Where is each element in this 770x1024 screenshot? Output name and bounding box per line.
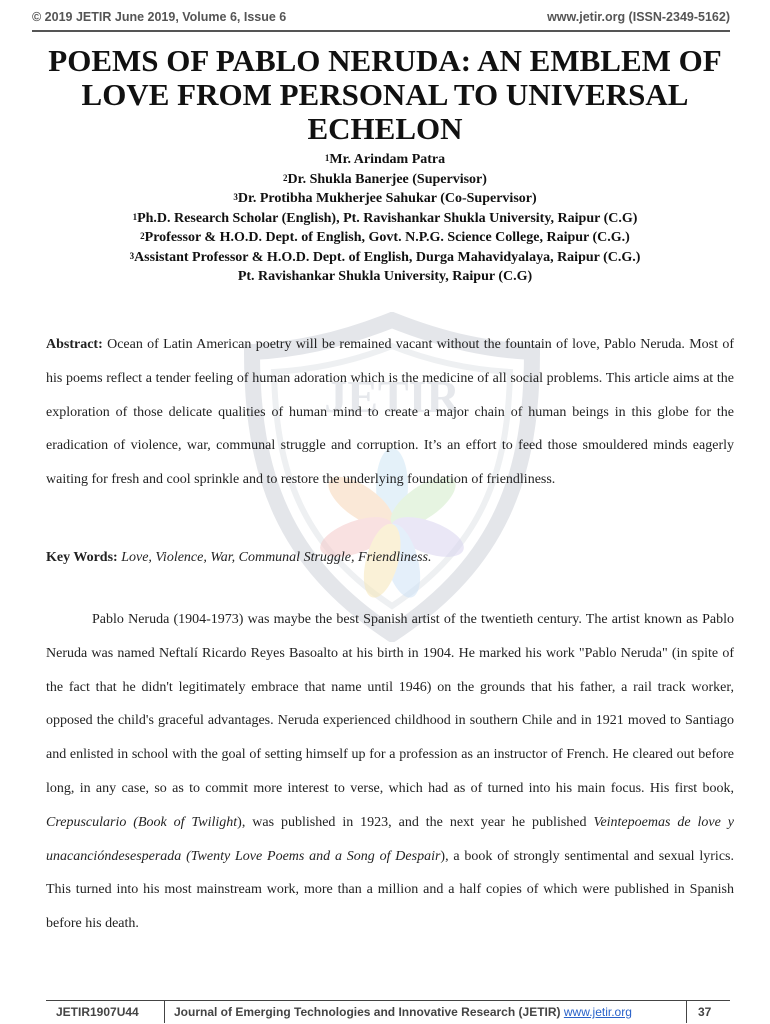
affiliation-line: $^2$Professor & H.O.D. Dept. of English, Govt. N.P.G. Science College, Raipur (C.G.) [140,230,630,245]
author-block [20,150,750,287]
running-header [32,8,730,32]
header-citation: © 2019 JETIR June 2019, Volume 6, Issue 6 [32,10,287,24]
running-footer [46,1000,730,1023]
svg-text:JETIR: JETIR [324,371,460,422]
affiliation-line: Pt. Ravishankar Shukla University, Raipur (C.G) [237,269,533,284]
keywords-text: Love, Violence, War, Communal Struggle, Friendliness. [117,550,432,565]
author-line: $^2$Dr. Shukla Banerjee (Supervisor) [283,171,487,187]
book-title: Crepusculario (Book of Twilight [46,814,238,830]
journal-link[interactable]: www.jetir.org [563,1005,632,1019]
affiliation-line: $^3$Assistant Professor & H.O.D. Dept. of English, Durga Mahavidyalaya, Raipur (C.G.) [129,249,641,265]
affiliation-line: $^1$Ph.D. Research Scholar (English), Pt. Ravishankar Shukla University, Raipur (C.G) [132,210,638,226]
page-number: 37 [698,1005,712,1019]
keywords-label: Key Words: [46,550,118,565]
keywords [46,541,734,575]
journal-name: Journal of Emerging Technologies and Innovative Research (JETIR) www.jetir.org [174,1005,632,1019]
paper-id: JETIR1907U44 [56,1005,139,1019]
abstract [46,328,734,497]
author-line: $^3$Dr. Protibha Mukherjee Sahukar (Co-Supervisor) [233,191,537,206]
abstract-text: Ocean of Latin American poetry will be remained vacant without the fountain of love, Pablo Neruda. Most of his poems reflect a tender feeling of human adoration which is the medicine of all social problems. This article aims at the exploration of those delicate qualities of human mind to create a major chain of human beings in this globe for the eradication of violence, war, communal struggle and corruption. It’s an effort to feed those smouldered minds eagerly waiting for fresh and cool sprinkle and to restore the underlying foundation of friendliness. [46,337,734,488]
abstract-label: Abstract: [46,337,103,352]
author-line: $^1$Mr. Arindam Patra [324,152,446,167]
paper-title: POEMS OF PABLO NERUDA: AN EMBLEM OF LOVE FROM PERSONAL TO UNIVERSAL ECHELON [48,43,722,146]
header-website: www.jetir.org (ISSN-2349-5162) [547,10,730,24]
body-paragraph: Pablo Neruda (1904-1973) was maybe the best Spanish artist of the twentieth century. The artist known as Pablo Neruda was named Neftalí Ricardo Reyes Basoalto at his birth in 1904. He marked his work "Pablo Neruda" (in spite of the fact that he didn't legitimately embrace that name until 1946) on the grounds that his father, a rail track worker, opposed the child's graceful advantages. Neruda experienced childhood in southern Chile and in 1921 moved to Santiago and enlisted in school with the goal of setting himself up for a profession as an instructor of French. He cleared out before long, in any case, so as to commit more interest to verse, which had as of turned into his main focus. His first book, Crepusculario (Book of Twilight), was published in 1923, and the next year he published Veintepoemas de love y unacancióndesesperada (Twenty Love Poems and a Song of Despair), a book of strongly sentimental and sexual lyrics. This turned into his most mainstream work, more than a million and a half copies of which were published in Spanish before his death. [46,612,734,932]
book-title: Veintepoemas de love y unacancióndesesperada (Twenty Love Poems and a Song of Despair [46,814,734,864]
